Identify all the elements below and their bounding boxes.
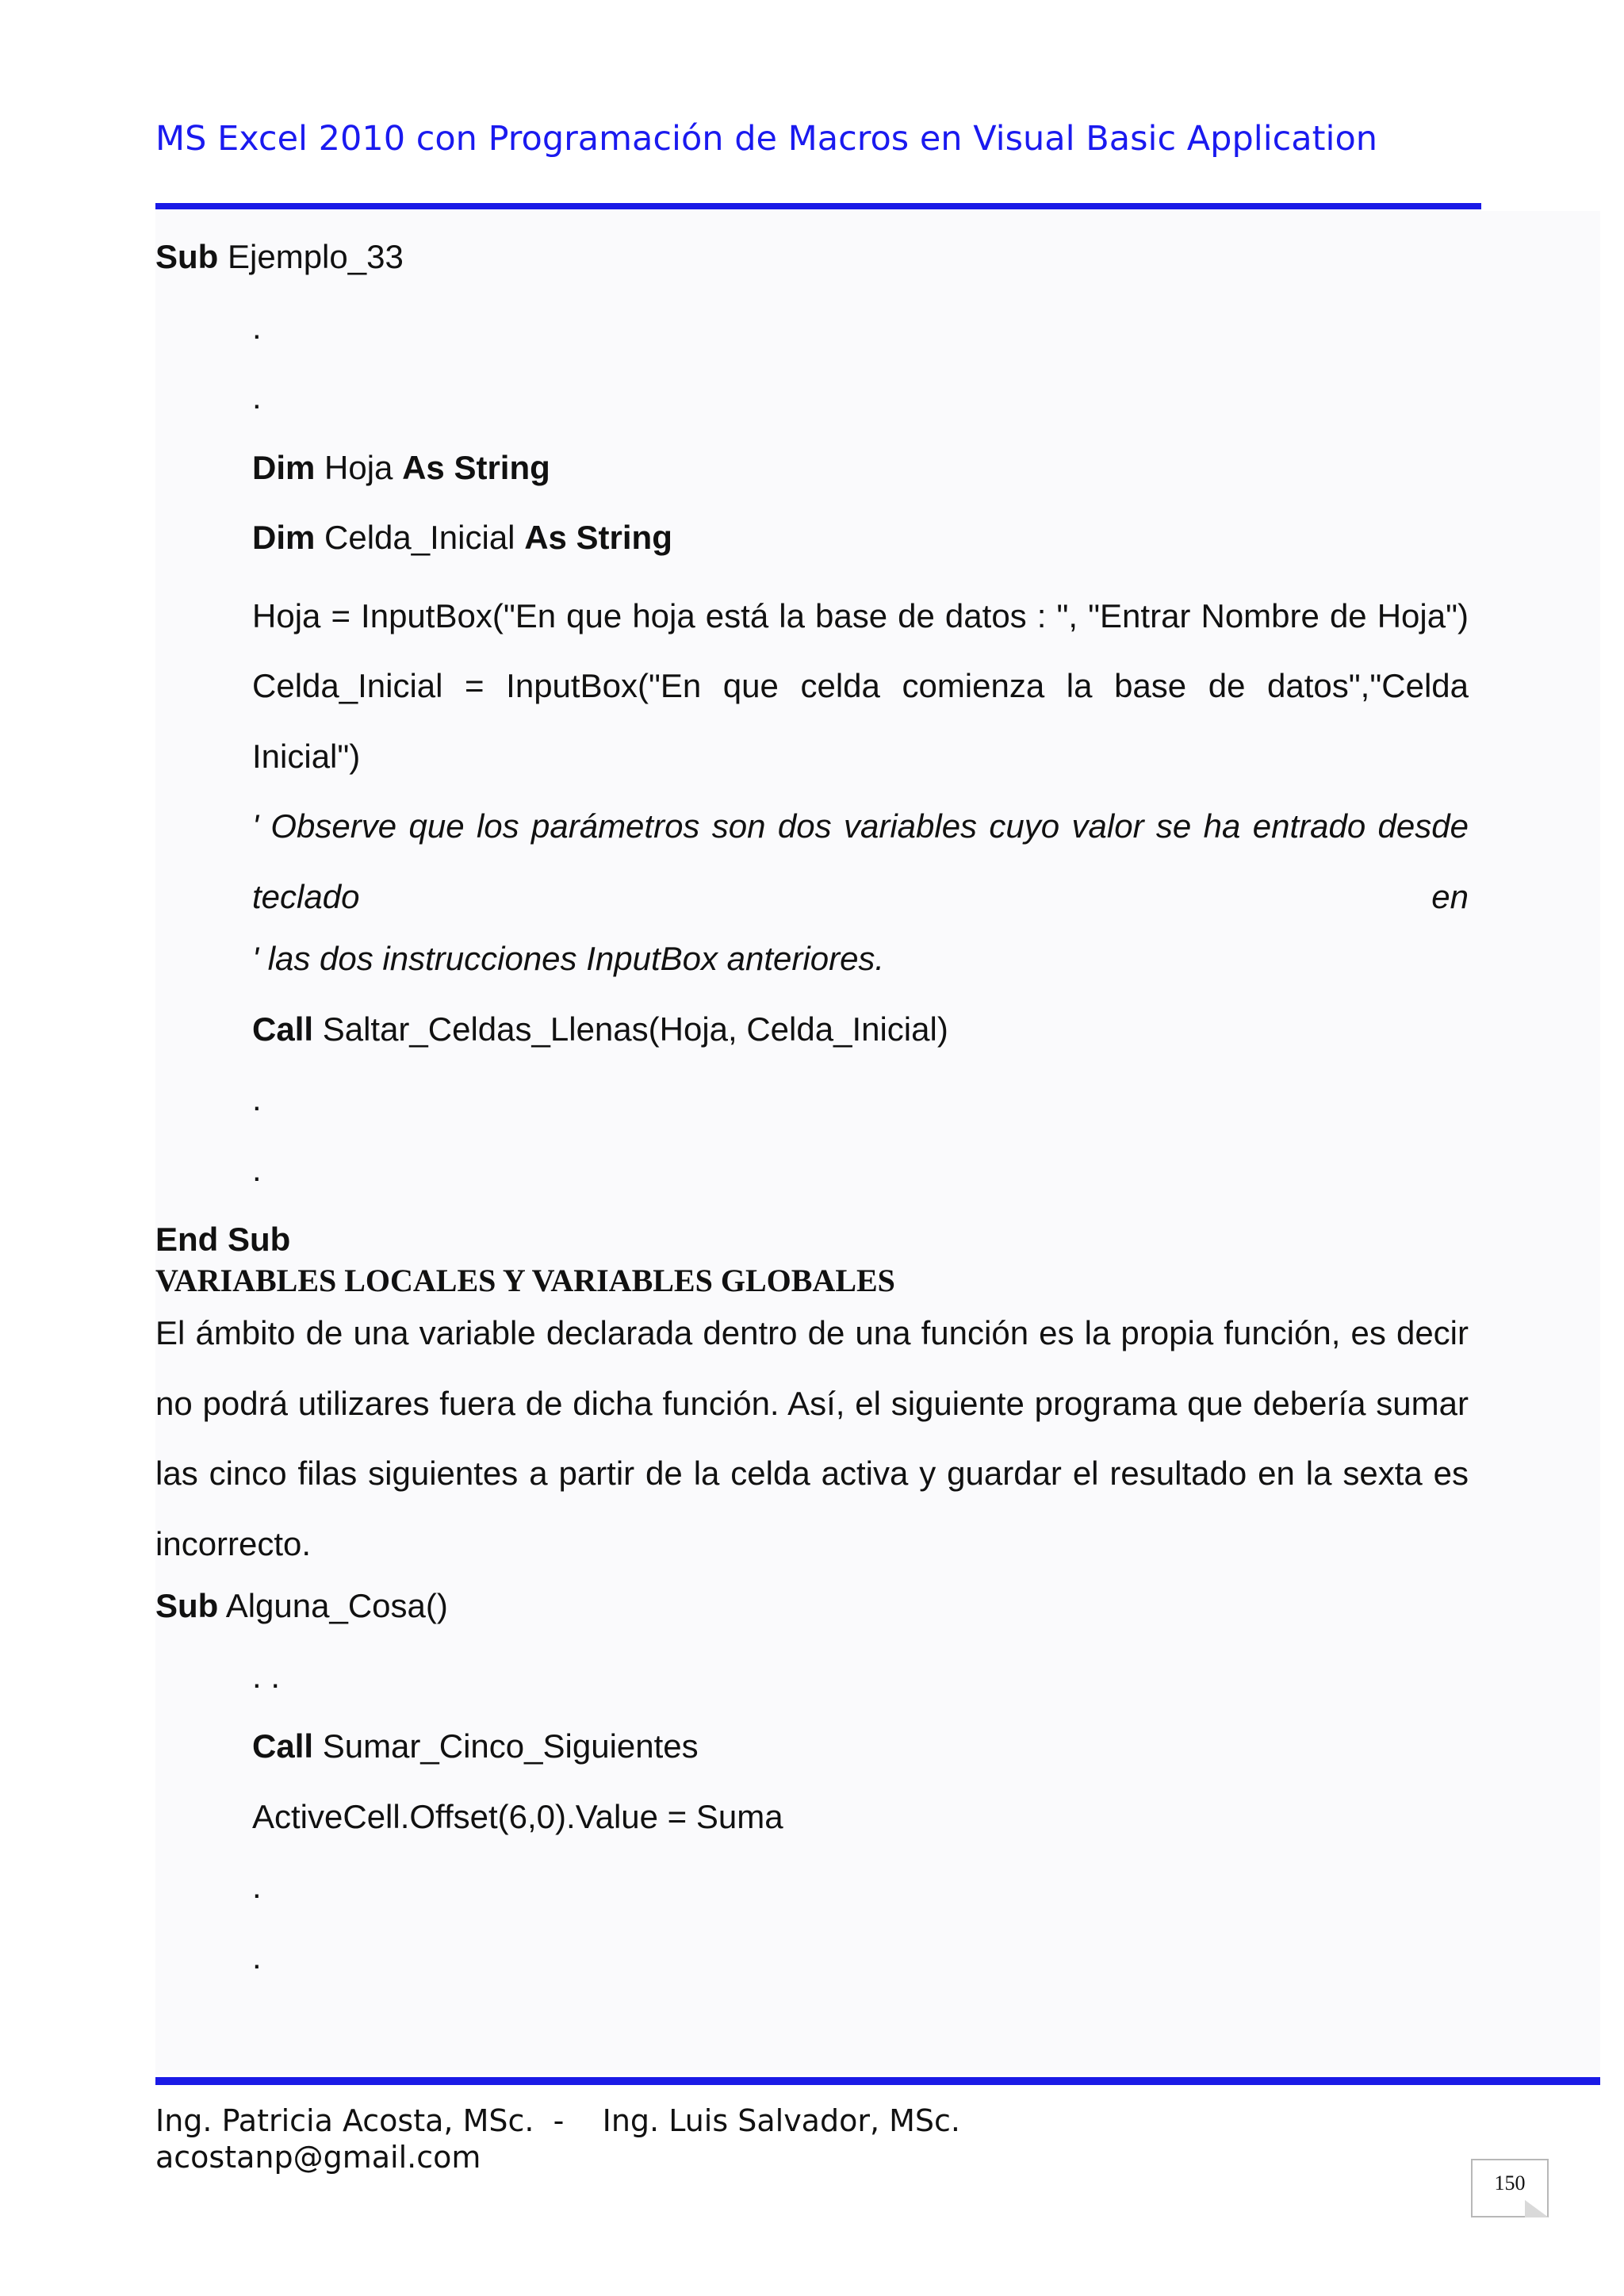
- code-line-dim-celda: [155, 511, 1469, 581]
- keyword-dim: Dim: [252, 519, 316, 556]
- call-target: Sumar_Cinco_Siguientes: [322, 1727, 699, 1765]
- code-line-dim-hoja: [155, 441, 1469, 512]
- code-line-offset: ActiveCell.Offset(6,0).Value = Suma: [252, 1797, 783, 1835]
- keyword-sub: Sub: [155, 1587, 219, 1624]
- footer-email: acostanp@gmail.com: [155, 2140, 481, 2175]
- code-line-sub: [155, 1579, 1469, 1650]
- section-paragraph: El ámbito de una variable declarada dentro de una función es la propia función, es decir no podrá utilizares fuera de dicha función. Así, el siguiente programa que debería sumar las cinco filas siguientes a partir de la celda activa y guardar el resultado en la sexta es incorrecto.: [155, 1314, 1469, 1562]
- keyword-call: Call: [252, 1010, 314, 1048]
- code-comment-1: ' Observe que los parámetros son dos variables cuyo valor se ha entrado desde teclado en: [252, 807, 1469, 915]
- keyword-call: Call: [252, 1727, 314, 1765]
- sub-name: Ejemplo_33: [228, 238, 404, 275]
- page-number: 150: [1494, 2171, 1526, 2194]
- code-line-dot: .: [252, 1938, 262, 1976]
- footer-authors: Ing. Patricia Acosta, MSc. - Ing. Luis Salvador, MSc.: [155, 2103, 960, 2138]
- code-comment-2: ' las dos instrucciones InputBox anteriores.: [252, 940, 885, 977]
- page-number-box: [1471, 2159, 1549, 2217]
- code-line-hoja-inputbox: Hoja = InputBox("En que hoja está la base de datos : ", "Entrar Nombre de Hoja"): [252, 596, 1469, 634]
- code-line-end-sub: End Sub: [155, 1221, 291, 1258]
- code-line-dot: .: [252, 378, 262, 416]
- keyword-sub: Sub: [155, 238, 219, 275]
- page-header-title: MS Excel 2010 con Programación de Macros en Visual Basic Application: [155, 119, 1378, 159]
- variable-name: Celda_Inicial: [324, 519, 515, 556]
- code-line-dot: .: [252, 1868, 262, 1905]
- keyword-as-string: As String: [524, 519, 672, 556]
- code-line-dot: .: [252, 1150, 262, 1188]
- section-heading: VARIABLES LOCALES Y VARIABLES GLOBALES: [155, 1263, 895, 1298]
- code-line-dot: .: [252, 308, 262, 346]
- keyword-as-string: As String: [402, 448, 550, 486]
- page-content: [155, 230, 1469, 2000]
- sub-name: Alguna_Cosa(): [225, 1587, 448, 1624]
- code-line-call: [155, 1002, 1469, 1073]
- keyword-dim: Dim: [252, 448, 316, 486]
- code-line-celda-inputbox: Celda_Inicial = InputBox("En que celda comienza la base de datos","Celda Inicial"): [252, 667, 1469, 775]
- page-fold-icon: [1525, 2200, 1549, 2217]
- footer-rule: [155, 2077, 1600, 2085]
- code-line-dot: .: [252, 1080, 262, 1117]
- code-line-dots: . .: [252, 1657, 281, 1695]
- code-line-sub: [155, 230, 1469, 301]
- call-target: Saltar_Celdas_Llenas(Hoja, Celda_Inicial): [322, 1010, 948, 1048]
- variable-name: Hoja: [324, 448, 393, 486]
- code-line-call: [155, 1719, 1469, 1790]
- header-rule: [155, 203, 1481, 209]
